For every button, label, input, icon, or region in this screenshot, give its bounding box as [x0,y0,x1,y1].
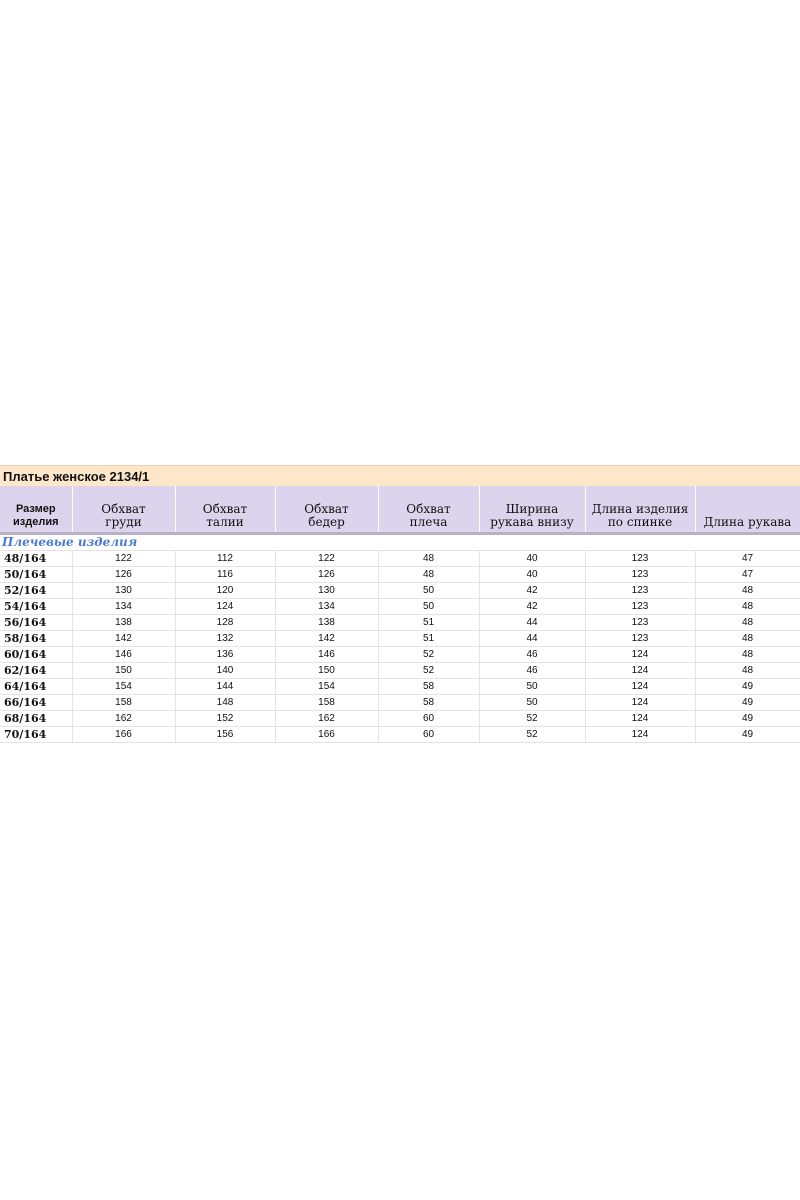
measurement-cell: 120 [175,583,275,599]
measurement-cell: 116 [175,567,275,583]
measurement-cell: 52 [479,711,585,727]
measurement-cell: 52 [378,647,479,663]
size-table [0,486,800,743]
measurement-cell: 130 [275,583,378,599]
measurement-cell: 40 [479,567,585,583]
measurement-cell: 48 [695,631,800,647]
measurement-cell: 52 [479,727,585,743]
measurement-cell: 123 [585,567,695,583]
size-cell: 62/164 [0,663,72,679]
table-row [0,631,800,647]
measurement-cell: 152 [175,711,275,727]
header-back-length: Длина изделия по спинке [585,486,695,534]
table-row [0,615,800,631]
size-cell: 50/164 [0,567,72,583]
measurement-cell: 162 [72,711,175,727]
measurement-cell: 60 [378,711,479,727]
header-row [0,486,800,534]
measurement-cell: 50 [378,599,479,615]
measurement-cell: 134 [275,599,378,615]
measurement-cell: 58 [378,695,479,711]
table-row [0,551,800,567]
measurement-cell: 124 [585,647,695,663]
header-hips: Обхват бедер [275,486,378,534]
measurement-cell: 140 [175,663,275,679]
size-cell: 60/164 [0,647,72,663]
table-row [0,599,800,615]
measurement-cell: 162 [275,711,378,727]
measurement-cell: 123 [585,599,695,615]
measurement-cell: 128 [175,615,275,631]
measurement-cell: 42 [479,599,585,615]
measurement-cell: 48 [378,551,479,567]
sheet-title: Платье женское 2134/1 [0,465,800,486]
header-size: Размер изделия [0,486,72,534]
measurement-cell: 154 [275,679,378,695]
measurement-cell: 50 [479,695,585,711]
measurement-cell: 150 [275,663,378,679]
measurement-cell: 52 [378,663,479,679]
measurement-cell: 122 [275,551,378,567]
measurement-cell: 124 [585,711,695,727]
header-chest: Обхват груди [72,486,175,534]
measurement-cell: 138 [72,615,175,631]
measurement-cell: 123 [585,615,695,631]
table-row [0,727,800,743]
size-cell: 48/164 [0,551,72,567]
section-row [0,534,800,551]
size-cell: 66/164 [0,695,72,711]
measurement-cell: 166 [72,727,175,743]
measurement-cell: 124 [585,695,695,711]
measurement-cell: 122 [72,551,175,567]
measurement-cell: 146 [275,647,378,663]
measurement-cell: 60 [378,727,479,743]
measurement-cell: 124 [585,663,695,679]
measurement-cell: 48 [378,567,479,583]
measurement-cell: 48 [695,615,800,631]
measurement-cell: 158 [275,695,378,711]
measurement-cell: 124 [175,599,275,615]
table-row [0,711,800,727]
size-cell: 68/164 [0,711,72,727]
measurement-cell: 123 [585,631,695,647]
measurement-cell: 40 [479,551,585,567]
table-row [0,567,800,583]
measurement-cell: 50 [479,679,585,695]
measurement-cell: 126 [275,567,378,583]
measurement-cell: 126 [72,567,175,583]
measurement-cell: 142 [72,631,175,647]
measurement-cell: 48 [695,599,800,615]
measurement-cell: 123 [585,583,695,599]
measurement-cell: 156 [175,727,275,743]
measurement-cell: 154 [72,679,175,695]
measurement-cell: 48 [695,647,800,663]
measurement-cell: 49 [695,711,800,727]
size-cell: 70/164 [0,727,72,743]
table-row [0,647,800,663]
measurement-cell: 124 [585,727,695,743]
measurement-cell: 44 [479,631,585,647]
header-waist: Обхват талии [175,486,275,534]
measurement-cell: 148 [175,695,275,711]
header-sleeve-length: Длина рукава [695,486,800,534]
section-label: Плечевые изделия [0,534,800,551]
measurement-cell: 158 [72,695,175,711]
measurement-cell: 50 [378,583,479,599]
measurement-cell: 48 [695,583,800,599]
measurement-cell: 142 [275,631,378,647]
measurement-cell: 144 [175,679,275,695]
measurement-cell: 123 [585,551,695,567]
measurement-cell: 49 [695,695,800,711]
size-chart-sheet [0,465,800,743]
measurement-cell: 150 [72,663,175,679]
table-row [0,583,800,599]
measurement-cell: 44 [479,615,585,631]
table-row [0,663,800,679]
table-row [0,695,800,711]
size-cell: 56/164 [0,615,72,631]
measurement-cell: 46 [479,663,585,679]
measurement-cell: 42 [479,583,585,599]
table-row [0,679,800,695]
measurement-cell: 49 [695,727,800,743]
header-shoulder: Обхват плеча [378,486,479,534]
measurement-cell: 48 [695,663,800,679]
header-sleeve-width: Ширина рукава внизу [479,486,585,534]
measurement-cell: 47 [695,551,800,567]
measurement-cell: 138 [275,615,378,631]
measurement-cell: 166 [275,727,378,743]
size-cell: 54/164 [0,599,72,615]
size-cell: 52/164 [0,583,72,599]
size-cell: 64/164 [0,679,72,695]
measurement-cell: 136 [175,647,275,663]
measurement-cell: 146 [72,647,175,663]
measurement-cell: 51 [378,615,479,631]
measurement-cell: 47 [695,567,800,583]
measurement-cell: 112 [175,551,275,567]
measurement-cell: 58 [378,679,479,695]
size-cell: 58/164 [0,631,72,647]
measurement-cell: 124 [585,679,695,695]
measurement-cell: 132 [175,631,275,647]
measurement-cell: 134 [72,599,175,615]
measurement-cell: 51 [378,631,479,647]
measurement-cell: 49 [695,679,800,695]
measurement-cell: 46 [479,647,585,663]
measurement-cell: 130 [72,583,175,599]
